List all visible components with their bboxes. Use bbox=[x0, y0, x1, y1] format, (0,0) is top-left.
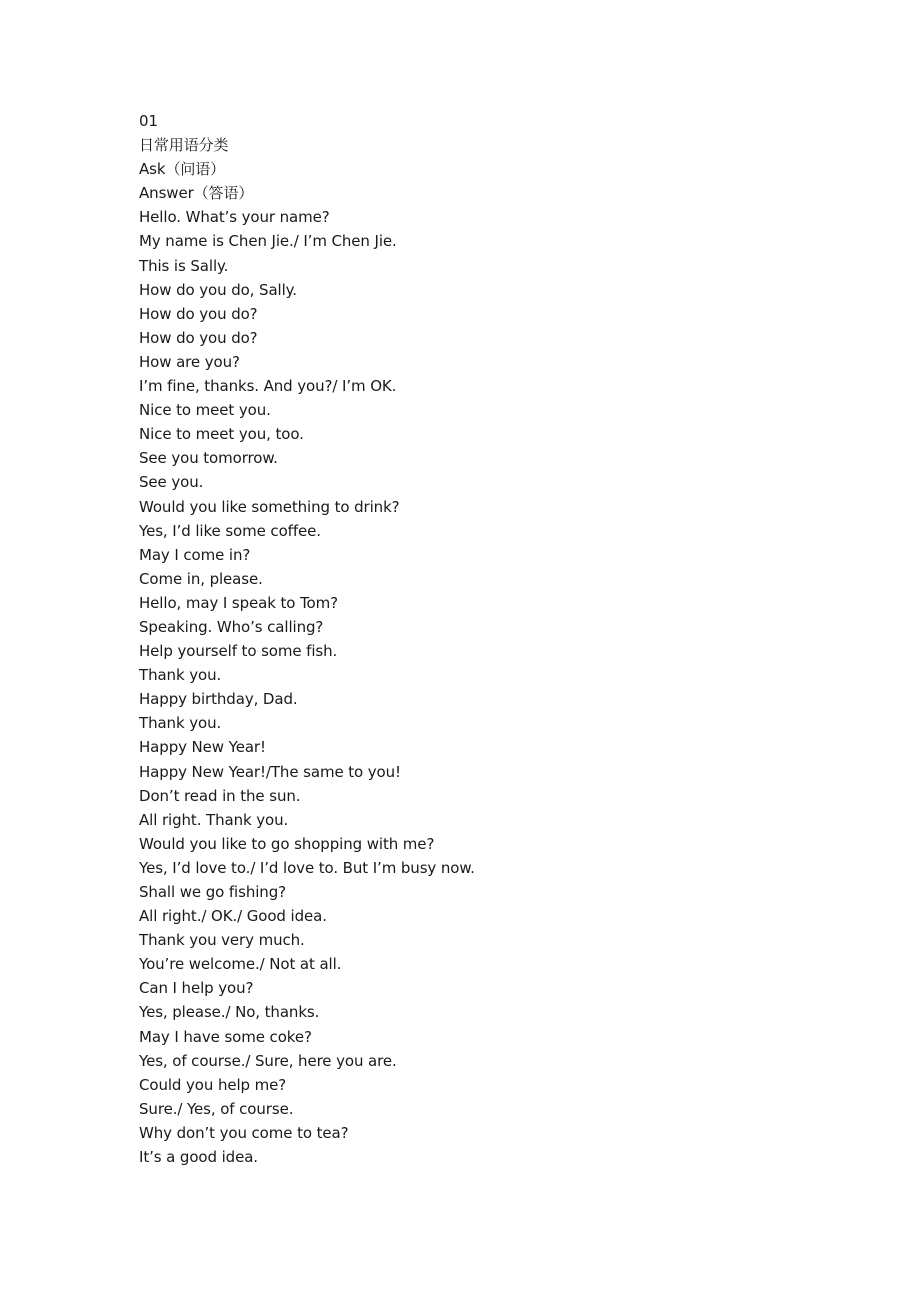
document-content bbox=[139, 109, 839, 1169]
dialogue-line: My name is Chen Jie./ I’m Chen Jie. bbox=[139, 232, 397, 251]
dialogue-line: Yes, please./ No, thanks. bbox=[139, 1003, 320, 1022]
dialogue-line: Yes, I’d like some coffee. bbox=[139, 521, 321, 540]
dialogue-line: Why don’t you come to tea? bbox=[139, 1123, 349, 1142]
dialogue-line: See you. bbox=[139, 473, 204, 492]
dialogue-line: This is Sally. bbox=[139, 256, 229, 275]
answer-header: Answer（答语） bbox=[139, 184, 254, 203]
dialogue-line: Hello, may I speak to Tom? bbox=[139, 593, 338, 612]
dialogue-line: Help yourself to some fish. bbox=[139, 642, 338, 661]
dialogue-line: Nice to meet you. bbox=[139, 401, 271, 420]
dialogue-line: Happy birthday, Dad. bbox=[139, 690, 298, 709]
section-number: 01 bbox=[139, 112, 158, 130]
dialogue-lines bbox=[139, 205, 839, 1169]
dialogue-line: Don’t read in the sun. bbox=[139, 786, 301, 805]
dialogue-line: Thank you. bbox=[139, 714, 222, 733]
dialogue-line: It’s a good idea. bbox=[139, 1148, 258, 1167]
dialogue-line: How are you? bbox=[139, 352, 240, 371]
dialogue-line: How do you do, Sally. bbox=[139, 280, 297, 299]
dialogue-line: See you tomorrow. bbox=[139, 449, 278, 468]
dialogue-line: May I have some coke? bbox=[139, 1027, 312, 1046]
dialogue-line: I’m fine, thanks. And you?/ I’m OK. bbox=[139, 377, 397, 396]
dialogue-line: Hello. What’s your name? bbox=[139, 208, 330, 227]
section-title: 日常用语分类 bbox=[139, 136, 229, 155]
dialogue-line: Happy New Year!/The same to you! bbox=[139, 762, 401, 781]
dialogue-line: Thank you. bbox=[139, 666, 222, 685]
dialogue-line: Yes, I’d love to./ I’d love to. But I’m busy now. bbox=[139, 858, 475, 877]
dialogue-line: Can I help you? bbox=[139, 979, 254, 998]
dialogue-line: Speaking. Who’s calling? bbox=[139, 617, 324, 636]
dialogue-line: You’re welcome./ Not at all. bbox=[139, 955, 342, 974]
dialogue-line: Would you like to go shopping with me? bbox=[139, 834, 435, 853]
dialogue-line: May I come in? bbox=[139, 545, 251, 564]
ask-header: Ask（问语） bbox=[139, 160, 226, 179]
dialogue-line: Could you help me? bbox=[139, 1075, 287, 1094]
dialogue-line: Happy New Year! bbox=[139, 738, 266, 757]
dialogue-line: Sure./ Yes, of course. bbox=[139, 1099, 294, 1118]
dialogue-line: Would you like something to drink? bbox=[139, 497, 400, 516]
dialogue-line: All right. Thank you. bbox=[139, 810, 289, 829]
dialogue-line: Shall we go fishing? bbox=[139, 883, 286, 901]
dialogue-line: All right./ OK./ Good idea. bbox=[139, 907, 327, 926]
dialogue-line: Come in, please. bbox=[139, 569, 263, 588]
dialogue-line: Thank you very much. bbox=[139, 931, 305, 950]
dialogue-line: How do you do? bbox=[139, 328, 258, 347]
dialogue-line: How do you do? bbox=[139, 304, 258, 323]
dialogue-line: Yes, of course./ Sure, here you are. bbox=[139, 1051, 397, 1070]
dialogue-line: Nice to meet you, too. bbox=[139, 425, 304, 444]
